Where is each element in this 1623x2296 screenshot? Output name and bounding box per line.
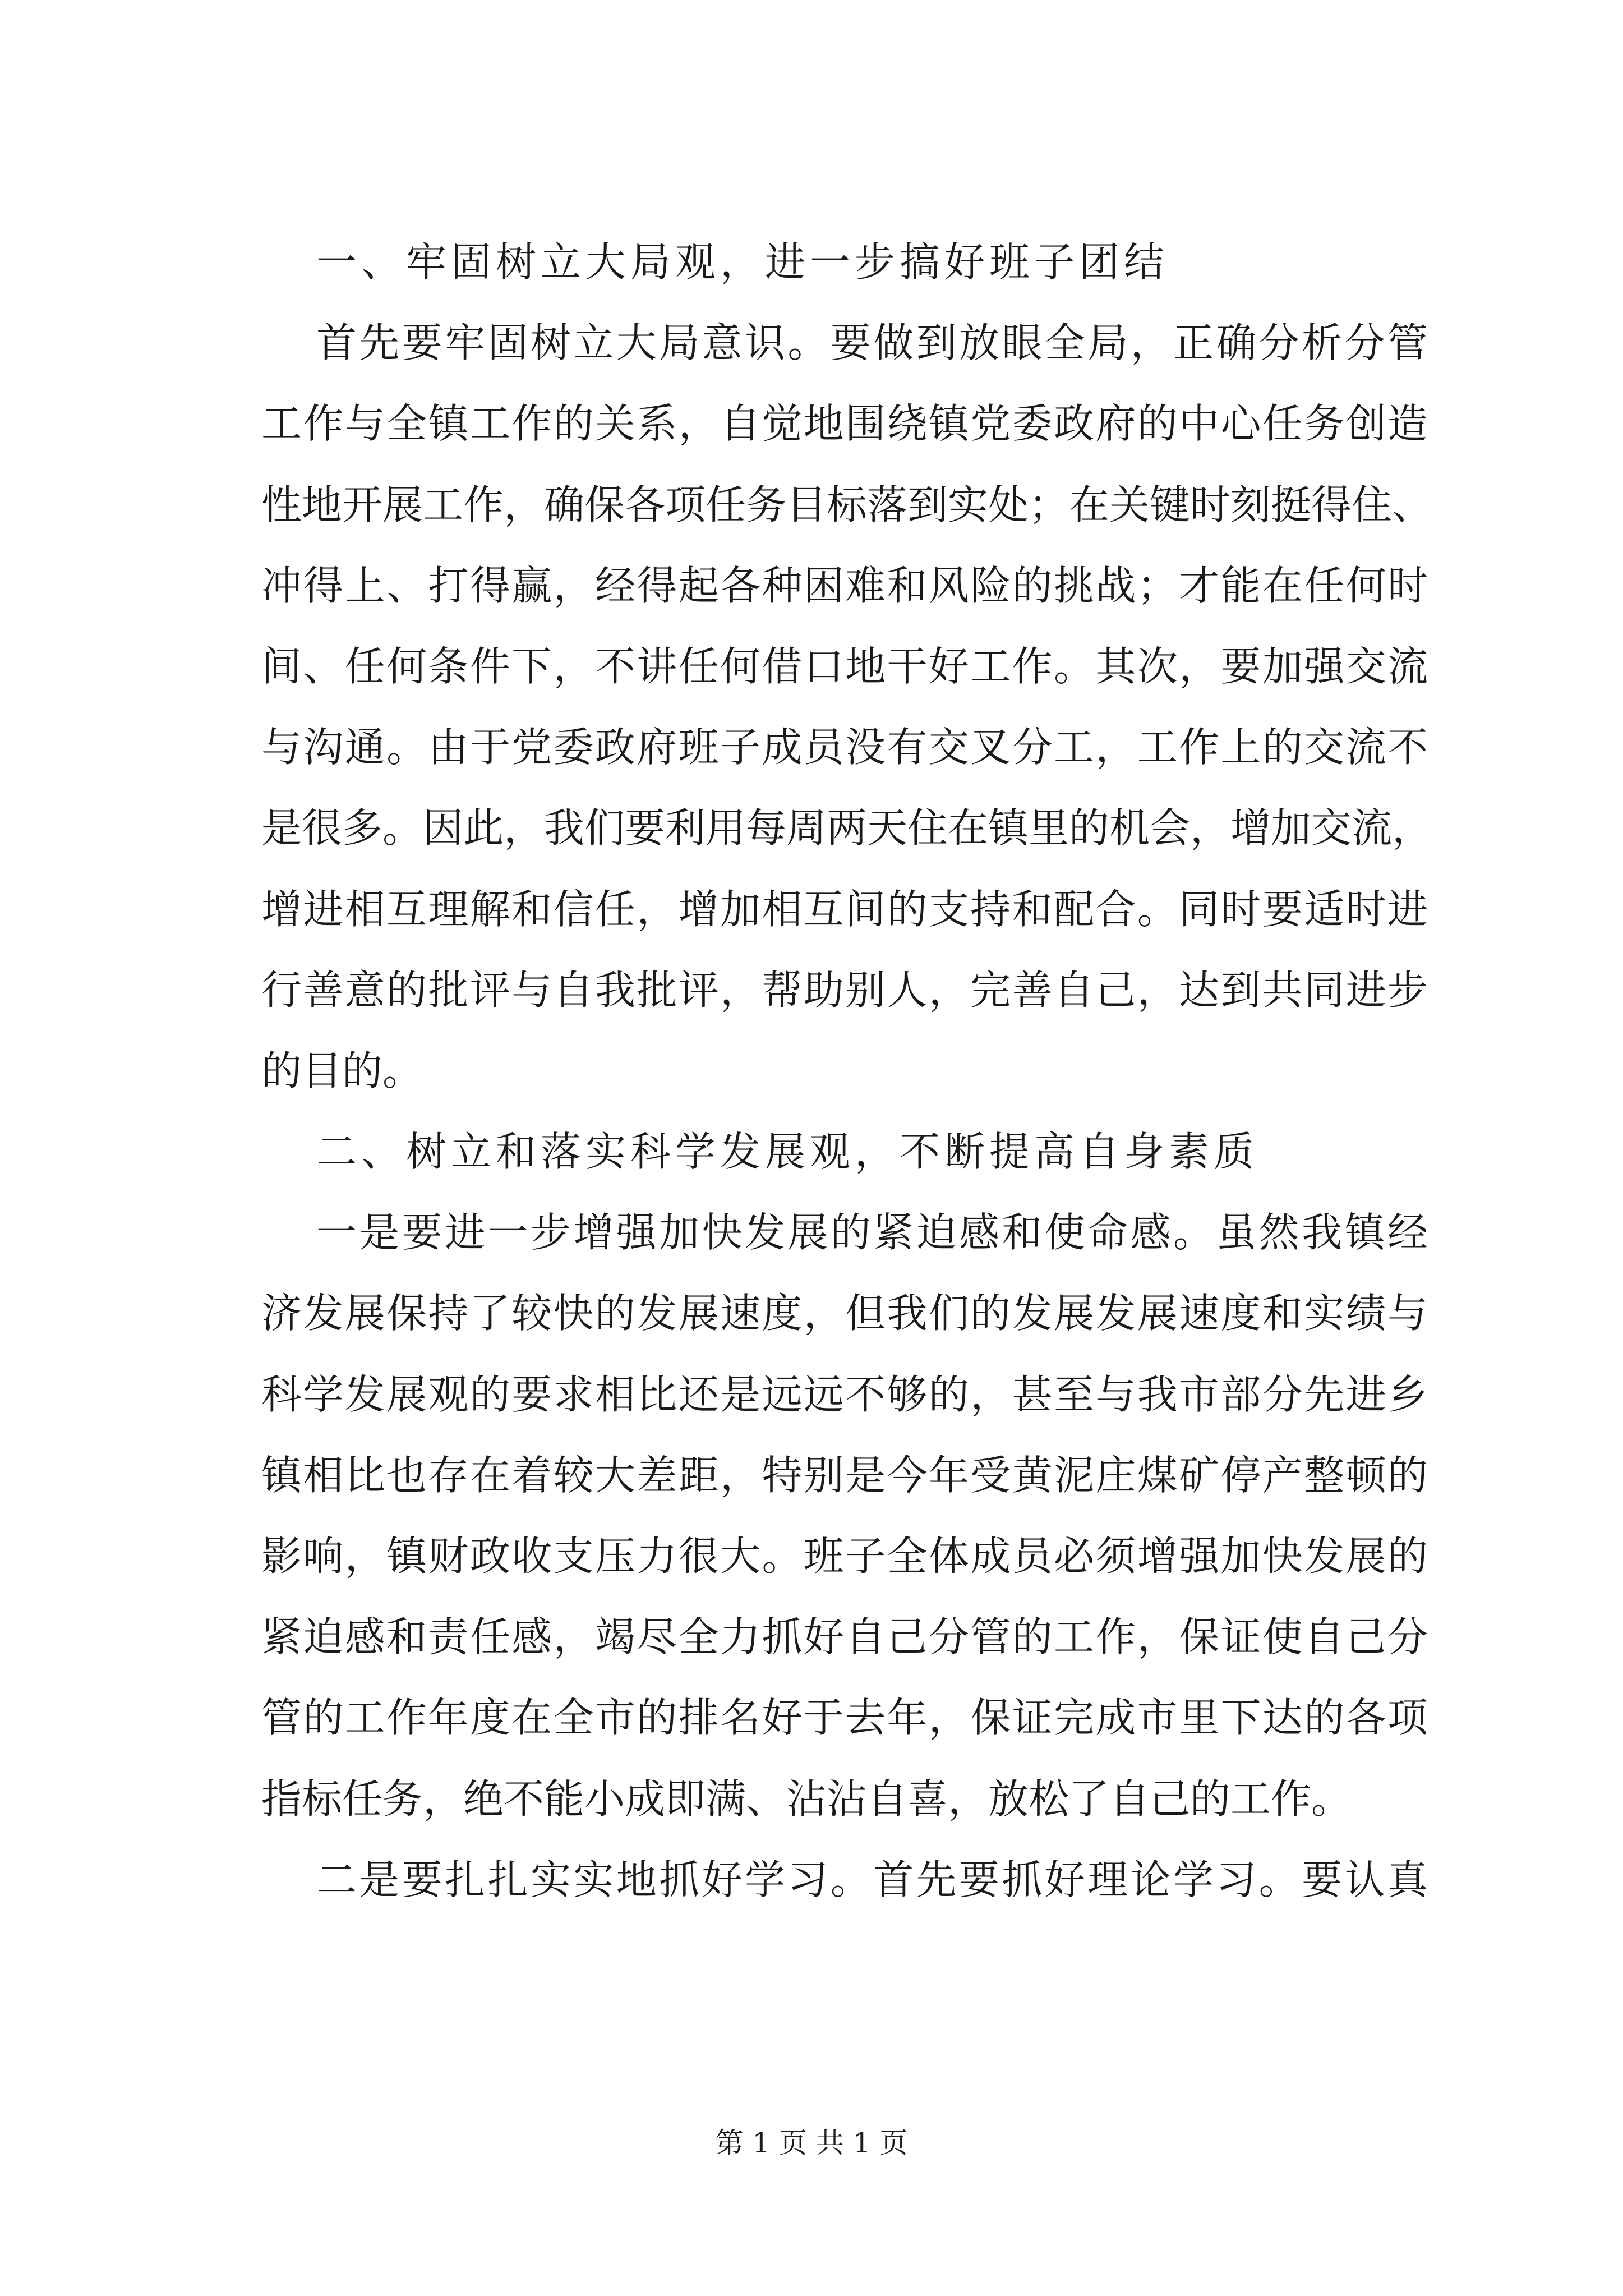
paragraph-line: 二是要扎扎实实地抓好学习。首先要抓好理论学习。要认真 <box>316 1856 1428 1903</box>
paragraph-line: 是很多。因此，我们要利用每周两天住在镇里的机会，增加交流， <box>261 804 1433 852</box>
paragraph-line: 的目的。 <box>261 1047 423 1094</box>
paragraph-line: 与沟通。由于党委政府班子成员没有交叉分工，工作上的交流不 <box>261 724 1428 771</box>
document-body <box>261 222 1433 1920</box>
section-heading-1: 一、牢固树立大局观，进一步搞好班子团结 <box>316 238 1169 286</box>
paragraph-line: 行善意的批评与自我批评，帮助别人，完善自己，达到共同进步 <box>261 966 1428 1014</box>
paragraph-line: 性地开展工作，确保各项任务目标落到实处；在关键时刻挺得住、 <box>261 481 1433 528</box>
section-heading-2: 二、树立和落实科学发展观，不断提高自身素质 <box>316 1128 1259 1176</box>
paragraph-line: 影响，镇财政收支压力很大。班子全体成员必须增强加快发展的 <box>261 1533 1428 1580</box>
page-footer <box>0 2126 1623 2160</box>
paragraph-line: 间、任何条件下，不讲任何借口地干好工作。其次，要加强交流 <box>261 642 1428 690</box>
paragraph-line: 指标任务，绝不能小成即满、沾沾自喜，放松了自己的工作。 <box>261 1775 1352 1823</box>
paragraph-line: 镇相比也存在着较大差距，特别是今年受黄泥庄煤矿停产整顿的 <box>261 1451 1428 1499</box>
paragraph-line: 管的工作年度在全市的排名好于去年，保证完成市里下达的各项 <box>261 1694 1428 1742</box>
paragraph-line: 一是要进一步增强加快发展的紧迫感和使命感。虽然我镇经 <box>316 1209 1428 1257</box>
paragraph-line: 首先要牢固树立大局意识。要做到放眼全局，正确分析分管 <box>316 319 1428 367</box>
paragraph-line: 济发展保持了较快的发展速度，但我们的发展发展速度和实绩与 <box>261 1290 1428 1337</box>
paragraph-line: 冲得上、打得赢，经得起各种困难和风险的挑战；才能在任何时 <box>261 562 1428 609</box>
paragraph-line: 工作与全镇工作的关系，自觉地围绕镇党委政府的中心任务创造 <box>261 400 1428 448</box>
page-number-label: 第 1 页 共 1 页 <box>715 2127 908 2159</box>
paragraph-line: 科学发展观的要求相比还是远远不够的，甚至与我市部分先进乡 <box>261 1370 1428 1418</box>
paragraph-line: 增进相互理解和信任，增加相互间的支持和配合。同时要适时进 <box>261 885 1428 933</box>
paragraph-line: 紧迫感和责任感，竭尽全力抓好自己分管的工作，保证使自己分 <box>261 1613 1428 1661</box>
